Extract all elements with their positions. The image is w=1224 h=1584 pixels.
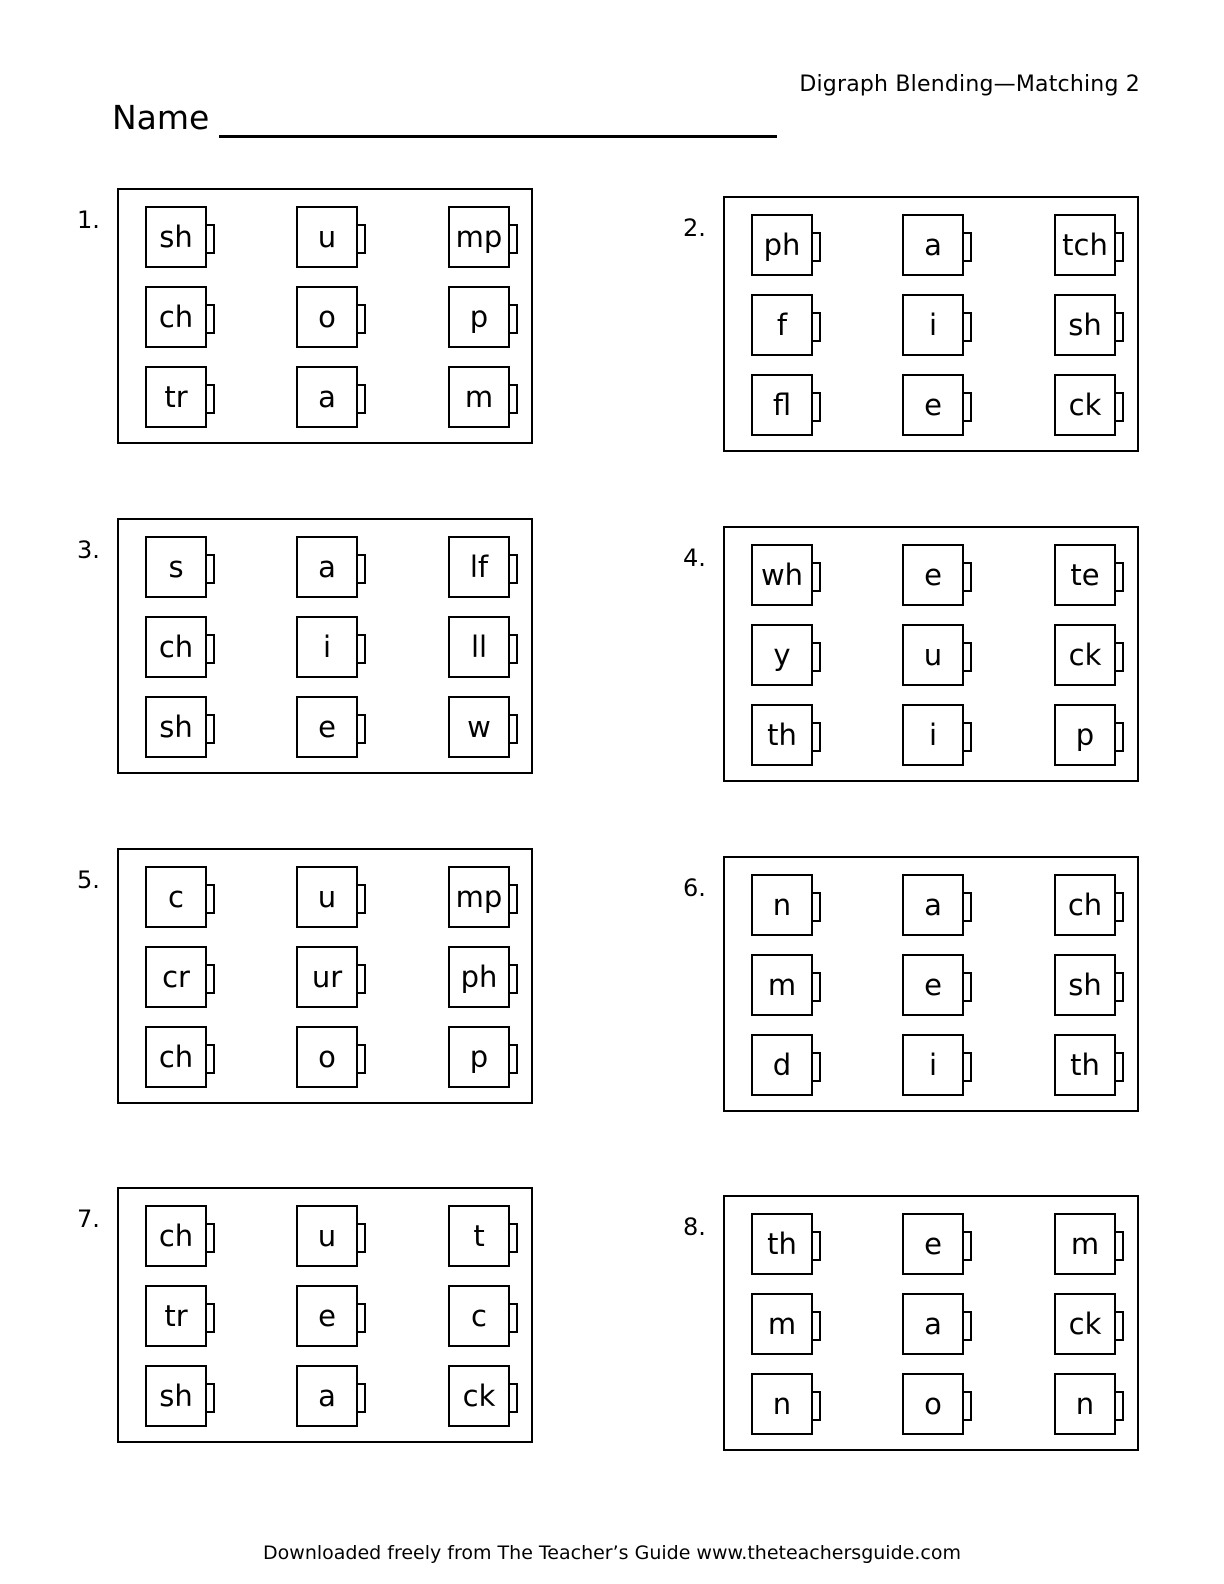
tile-letters: ck [1054, 624, 1116, 686]
letter-tile[interactable] [296, 1205, 370, 1269]
letter-tile[interactable] [145, 206, 219, 270]
tile-letters: ph [448, 946, 510, 1008]
letter-tile[interactable] [902, 1293, 976, 1357]
tile-connector-tab [510, 714, 518, 744]
tile-connector-tab [813, 642, 821, 672]
letter-tile[interactable] [902, 544, 976, 608]
tile-letters: c [448, 1285, 510, 1347]
tile-connector-tab [813, 972, 821, 1002]
tile-letters: tch [1054, 214, 1116, 276]
tile-connector-tab [1116, 1391, 1124, 1421]
problem-number: 3. [77, 536, 100, 564]
tile-letters: ck [448, 1365, 510, 1427]
tile-letters: a [902, 1293, 964, 1355]
letter-tile[interactable] [296, 1285, 370, 1349]
tile-connector-tab [964, 1231, 972, 1261]
tile-connector-tab [207, 884, 215, 914]
footer-credit: Downloaded freely from The Teacher’s Guide www.theteachersguide.com [263, 1542, 961, 1564]
tile-connector-tab [358, 634, 366, 664]
tile-connector-tab [207, 1223, 215, 1253]
problem-number: 7. [77, 1205, 100, 1233]
tile-grid [723, 1195, 1139, 1451]
tile-letters: ch [145, 1026, 207, 1088]
tile-letters: d [751, 1034, 813, 1096]
tile-connector-tab [813, 892, 821, 922]
tile-connector-tab [358, 224, 366, 254]
tile-letters: m [751, 1293, 813, 1355]
letter-tile[interactable] [145, 696, 219, 760]
letter-tile[interactable] [751, 214, 825, 278]
tile-letters: th [1054, 1034, 1116, 1096]
tile-letters: sh [1054, 954, 1116, 1016]
tile-connector-tab [510, 304, 518, 334]
letter-tile[interactable] [902, 1034, 976, 1098]
tile-letters: a [296, 366, 358, 428]
tile-letters: t [448, 1205, 510, 1267]
letter-tile[interactable] [1054, 1293, 1128, 1357]
letter-tile[interactable] [296, 696, 370, 760]
problem-1 [77, 188, 537, 448]
tile-letters: c [145, 866, 207, 928]
tile-letters: u [296, 206, 358, 268]
letter-tile[interactable] [145, 866, 219, 930]
letter-tile[interactable] [145, 1026, 219, 1090]
tile-connector-tab [813, 722, 821, 752]
problem-2 [683, 196, 1143, 456]
tile-letters: cr [145, 946, 207, 1008]
problem-6 [683, 856, 1143, 1116]
problem-3 [77, 518, 537, 778]
tile-connector-tab [964, 1391, 972, 1421]
tile-connector-tab [207, 714, 215, 744]
tile-connector-tab [813, 1052, 821, 1082]
letter-tile[interactable] [296, 536, 370, 600]
tile-connector-tab [510, 964, 518, 994]
letter-tile[interactable] [751, 1034, 825, 1098]
tile-connector-tab [1116, 562, 1124, 592]
tile-connector-tab [1116, 722, 1124, 752]
tile-letters: e [902, 544, 964, 606]
name-field [112, 98, 777, 138]
letter-tile[interactable] [296, 1365, 370, 1429]
letter-tile[interactable] [1054, 374, 1128, 438]
tile-letters: tr [145, 1285, 207, 1347]
tile-connector-tab [813, 1231, 821, 1261]
tile-connector-tab [207, 964, 215, 994]
tile-letters: u [296, 1205, 358, 1267]
letter-tile[interactable] [296, 366, 370, 430]
tile-connector-tab [1116, 392, 1124, 422]
tile-letters: e [296, 696, 358, 758]
problem-number: 4. [683, 544, 706, 572]
tile-connector-tab [1116, 642, 1124, 672]
problem-number: 5. [77, 866, 100, 894]
tile-letters: th [751, 704, 813, 766]
tile-letters: a [902, 214, 964, 276]
tile-connector-tab [1116, 1311, 1124, 1341]
letter-tile[interactable] [296, 206, 370, 270]
letter-tile[interactable] [448, 866, 522, 930]
letter-tile[interactable] [751, 624, 825, 688]
letter-tile[interactable] [448, 1026, 522, 1090]
tile-connector-tab [813, 312, 821, 342]
tile-connector-tab [1116, 972, 1124, 1002]
letter-tile[interactable] [751, 1373, 825, 1437]
problem-number: 8. [683, 1213, 706, 1241]
tile-grid [723, 526, 1139, 782]
tile-connector-tab [510, 224, 518, 254]
tile-connector-tab [964, 972, 972, 1002]
tile-letters: f [751, 294, 813, 356]
tile-letters: mp [448, 206, 510, 268]
tile-letters: e [296, 1285, 358, 1347]
tile-letters: m [1054, 1213, 1116, 1275]
letter-tile[interactable] [751, 704, 825, 768]
letter-tile[interactable] [145, 536, 219, 600]
tile-connector-tab [358, 384, 366, 414]
letter-tile[interactable] [296, 946, 370, 1010]
tile-letters: ll [448, 616, 510, 678]
letter-tile[interactable] [1054, 1213, 1128, 1277]
tile-letters: sh [1054, 294, 1116, 356]
tile-connector-tab [1116, 232, 1124, 262]
letter-tile[interactable] [751, 874, 825, 938]
problem-number: 2. [683, 214, 706, 242]
tile-connector-tab [1116, 312, 1124, 342]
tile-letters: n [1054, 1373, 1116, 1435]
tile-grid [117, 1187, 533, 1443]
letter-tile[interactable] [1054, 704, 1128, 768]
tile-connector-tab [358, 304, 366, 334]
tile-letters: ck [1054, 374, 1116, 436]
letter-tile[interactable] [902, 954, 976, 1018]
tile-connector-tab [207, 1303, 215, 1333]
problem-7 [77, 1187, 537, 1447]
tile-letters: i [296, 616, 358, 678]
tile-connector-tab [358, 554, 366, 584]
letter-tile[interactable] [751, 1213, 825, 1277]
tile-connector-tab [358, 1223, 366, 1253]
tile-letters: i [902, 1034, 964, 1096]
letter-tile[interactable] [448, 1365, 522, 1429]
tile-letters: ch [145, 286, 207, 348]
letter-tile[interactable] [751, 1293, 825, 1357]
tile-letters: ch [145, 1205, 207, 1267]
letter-tile[interactable] [1054, 214, 1128, 278]
tile-letters: m [448, 366, 510, 428]
letter-tile[interactable] [145, 366, 219, 430]
letter-tile[interactable] [448, 536, 522, 600]
tile-grid [117, 518, 533, 774]
tile-letters: mp [448, 866, 510, 928]
tile-connector-tab [358, 1383, 366, 1413]
letter-tile[interactable] [1054, 954, 1128, 1018]
letter-tile[interactable] [751, 544, 825, 608]
tile-letters: sh [145, 206, 207, 268]
problem-5 [77, 848, 537, 1108]
tile-letters: sh [145, 696, 207, 758]
letter-tile[interactable] [145, 286, 219, 350]
letter-tile[interactable] [902, 294, 976, 358]
letter-tile[interactable] [145, 946, 219, 1010]
tile-connector-tab [207, 554, 215, 584]
name-write-line[interactable] [219, 99, 777, 138]
letter-tile[interactable] [448, 206, 522, 270]
tile-letters: i [902, 294, 964, 356]
tile-letters: wh [751, 544, 813, 606]
tile-connector-tab [207, 384, 215, 414]
tile-letters: p [448, 1026, 510, 1088]
tile-letters: e [902, 954, 964, 1016]
tile-connector-tab [964, 562, 972, 592]
letter-tile[interactable] [1054, 874, 1128, 938]
tile-connector-tab [358, 964, 366, 994]
tile-letters: p [1054, 704, 1116, 766]
tile-connector-tab [1116, 1052, 1124, 1082]
tile-grid [117, 188, 533, 444]
letter-tile[interactable] [145, 616, 219, 680]
tile-connector-tab [510, 384, 518, 414]
tile-grid [723, 856, 1139, 1112]
tile-letters: sh [145, 1365, 207, 1427]
tile-connector-tab [207, 304, 215, 334]
tile-connector-tab [813, 232, 821, 262]
tile-grid [723, 196, 1139, 452]
tile-letters: ph [751, 214, 813, 276]
letter-tile[interactable] [902, 374, 976, 438]
letter-tile[interactable] [902, 704, 976, 768]
tile-letters: a [296, 536, 358, 598]
tile-letters: e [902, 374, 964, 436]
letter-tile[interactable] [1054, 1034, 1128, 1098]
tile-letters: ur [296, 946, 358, 1008]
tile-connector-tab [510, 1383, 518, 1413]
tile-letters: th [751, 1213, 813, 1275]
tile-connector-tab [510, 554, 518, 584]
tile-connector-tab [358, 714, 366, 744]
tile-connector-tab [207, 634, 215, 664]
tile-connector-tab [964, 232, 972, 262]
tile-letters: fl [751, 374, 813, 436]
tile-connector-tab [207, 1044, 215, 1074]
letter-tile[interactable] [448, 286, 522, 350]
letter-tile[interactable] [1054, 1373, 1128, 1437]
tile-letters: te [1054, 544, 1116, 606]
tile-letters: ch [145, 616, 207, 678]
letter-tile[interactable] [902, 874, 976, 938]
tile-letters: ch [1054, 874, 1116, 936]
tile-connector-tab [510, 1223, 518, 1253]
name-label: Name [112, 98, 210, 137]
tile-letters: y [751, 624, 813, 686]
letter-tile[interactable] [1054, 624, 1128, 688]
tile-letters: o [296, 286, 358, 348]
letter-tile[interactable] [448, 1285, 522, 1349]
letter-tile[interactable] [751, 954, 825, 1018]
tile-connector-tab [813, 562, 821, 592]
letter-tile[interactable] [1054, 544, 1128, 608]
tile-letters: n [751, 874, 813, 936]
letter-tile[interactable] [1054, 294, 1128, 358]
problem-number: 6. [683, 874, 706, 902]
letter-tile[interactable] [296, 866, 370, 930]
tile-letters: tr [145, 366, 207, 428]
tile-letters: i [902, 704, 964, 766]
tile-connector-tab [510, 1044, 518, 1074]
tile-connector-tab [358, 1044, 366, 1074]
letter-tile[interactable] [902, 1213, 976, 1277]
letter-tile[interactable] [145, 1365, 219, 1429]
letter-tile[interactable] [751, 374, 825, 438]
letter-tile[interactable] [902, 624, 976, 688]
letter-tile[interactable] [145, 1205, 219, 1269]
tile-connector-tab [964, 392, 972, 422]
letter-tile[interactable] [448, 616, 522, 680]
letter-tile[interactable] [296, 616, 370, 680]
tile-grid [117, 848, 533, 1104]
problem-number: 1. [77, 206, 100, 234]
letter-tile[interactable] [448, 366, 522, 430]
tile-connector-tab [813, 392, 821, 422]
letter-tile[interactable] [448, 696, 522, 760]
tile-letters: s [145, 536, 207, 598]
tile-letters: o [902, 1373, 964, 1435]
tile-letters: n [751, 1373, 813, 1435]
letter-tile[interactable] [448, 1205, 522, 1269]
tile-connector-tab [1116, 892, 1124, 922]
tile-letters: a [296, 1365, 358, 1427]
tile-connector-tab [510, 634, 518, 664]
letter-tile[interactable] [751, 294, 825, 358]
tile-connector-tab [358, 1303, 366, 1333]
problem-8 [683, 1195, 1143, 1455]
tile-connector-tab [813, 1391, 821, 1421]
tile-connector-tab [964, 892, 972, 922]
worksheet-title: Digraph Blending—Matching 2 [799, 72, 1140, 97]
tile-connector-tab [964, 312, 972, 342]
tile-letters: ck [1054, 1293, 1116, 1355]
tile-connector-tab [1116, 1231, 1124, 1261]
tile-connector-tab [964, 1311, 972, 1341]
letter-tile[interactable] [448, 946, 522, 1010]
tile-connector-tab [510, 1303, 518, 1333]
tile-letters: w [448, 696, 510, 758]
tile-letters: lf [448, 536, 510, 598]
tile-connector-tab [964, 722, 972, 752]
tile-letters: e [902, 1213, 964, 1275]
tile-letters: m [751, 954, 813, 1016]
tile-letters: o [296, 1026, 358, 1088]
tile-letters: p [448, 286, 510, 348]
tile-connector-tab [964, 1052, 972, 1082]
tile-connector-tab [813, 1311, 821, 1341]
tile-letters: u [296, 866, 358, 928]
tile-connector-tab [358, 884, 366, 914]
problem-4 [683, 526, 1143, 786]
letter-tile[interactable] [296, 1026, 370, 1090]
tile-letters: a [902, 874, 964, 936]
letter-tile[interactable] [145, 1285, 219, 1349]
tile-connector-tab [207, 224, 215, 254]
tile-connector-tab [207, 1383, 215, 1413]
tile-connector-tab [964, 642, 972, 672]
tile-connector-tab [510, 884, 518, 914]
letter-tile[interactable] [296, 286, 370, 350]
tile-letters: u [902, 624, 964, 686]
letter-tile[interactable] [902, 1373, 976, 1437]
letter-tile[interactable] [902, 214, 976, 278]
